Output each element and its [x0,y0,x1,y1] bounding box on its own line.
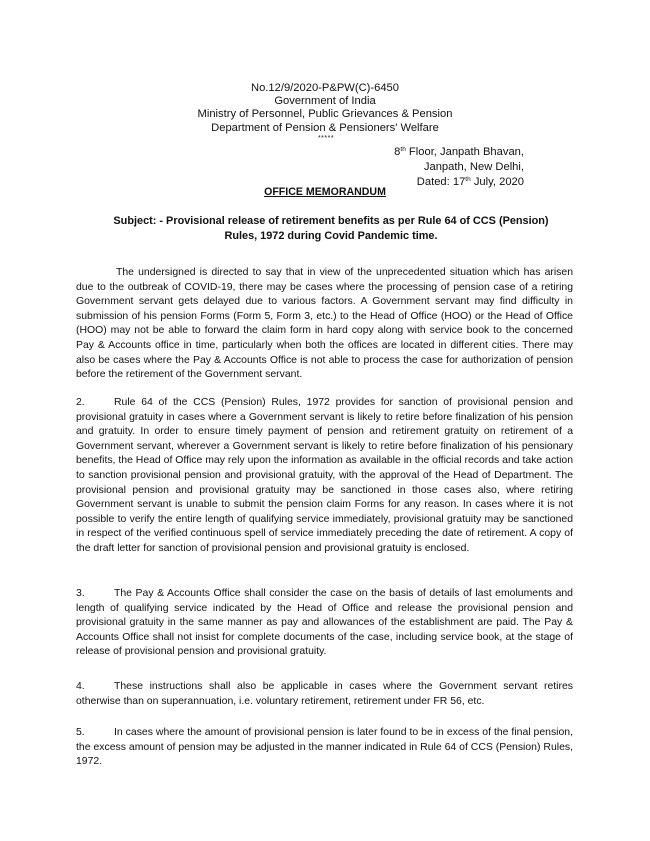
date-suffix: th [465,176,471,183]
paragraph-number: 4. [76,681,85,692]
address-line-1 [394,145,524,160]
paragraph-number: 5. [76,727,85,738]
ministry-name: Ministry of Personnel, Public Grievances & Pension [197,108,453,121]
paragraph-2 [76,396,573,557]
department-name: Department of Pension & Pensioners' Welfare [211,121,439,134]
floor-suffix: th [400,146,406,153]
document-title: OFFICE MEMORANDUM [264,186,386,198]
address-line-2: Janpath, New Delhi, [423,161,524,173]
subject-line-1: Subject: - Provisional release of retirement benefits as per Rule 64 of CCS (Pension) [113,215,549,227]
letterhead [0,82,650,142]
subject-line-2: Rules, 1972 during Covid Pandemic time. [224,230,438,242]
government-name: Government of India [274,95,376,108]
paragraph-text: In cases where the amount of provisional pension is later found to be in excess of the final pension, the excess amount of pension may be adjusted in the manner indicated in Rule 64 of CCS (Pension) Rules, 1972. [76,727,573,768]
file-number: No.12/9/2020-P&PW(C)-6450 [251,82,399,94]
paragraph-text: Rule 64 of the CCS (Pension) Rules, 1972 provides for sanction of provisional pension and provisional gratuity in cases where a Government servant is likely to retire before finalization of his pension and gratuity. In order to ensure timely payment of pension and retirement gratuity on retirement of a Government servant, wherever a Government servant is likely to retire before finalization of his pensionary benefits, the Head of Office may rely upon the information as available in the official records and take action to sanction provisional pension and provisional gratuity, with the approval of the Head of Department. The provisional pension and provisional gratuity may be sanctioned in those cases also, where retiring Government servant is unable to submit the pension claim Forms for any reason. In cases where it is not possible to verify the entire length of qualifying service immediately, provisional gratuity may be sanctioned in respect of the verified continuous spell of service immediately preceding the date of retirement. A copy of the draft letter for sanction of provisional pension and provisional gratuity is enclosed. [76,397,573,554]
paragraph-text: The Pay & Accounts Office shall consider the case on the basis of details of last emoluments and length of qualifying service indicated by the Head of Office and release the provisional pension and provisional gratuity in the same manner as pay and allowances of the establishment are paid. The Pay & Accounts Office shall not insist for complete documents of the case, including service book, at the stage of release of provisional pension and provisional gratuity. [76,588,573,658]
paragraph-number: 3. [76,588,85,599]
paragraph-3 [76,587,573,660]
address-block [394,145,524,190]
date-prefix: Dated: 17 [416,176,466,188]
floor-rest: Floor, Janpath Bhavan, [405,146,524,158]
floor-number: 8 [394,146,401,158]
paragraph-4 [76,680,573,709]
paragraph-text: The undersigned is directed to say that in view of the unprecedented situation which has arisen due to the outbreak of COVID-19, there may be cases where the processing of pension case of a retiring Government servant gets delayed due to various factors. A Government servant may find difficulty in submission of his pension Forms (Form 5, Form 3, etc.) to the Head of Office (HOO) or the Head of Office (HOO) may not be able to forward the claim form in hard copy along with service book to the concerned Pay & Accounts office in time, particularly when both the offices are located in different cities. There may also be cases where the Pay & Accounts Office is not able to process the case for authorization of pension before the retirement of the Government servant. [76,267,573,381]
paragraph-text: These instructions shall also be applicable in cases where the Government servant retires otherwise than on superannuation, i.e. voluntary retirement, retirement under FR 56, etc. [76,681,573,707]
separator-stars: ***** [317,134,335,142]
date-rest: July, 2020 [470,176,524,188]
paragraph-number: 2. [76,397,85,408]
paragraph-1 [76,266,573,383]
paragraph-5 [76,726,573,770]
subject [88,214,574,244]
